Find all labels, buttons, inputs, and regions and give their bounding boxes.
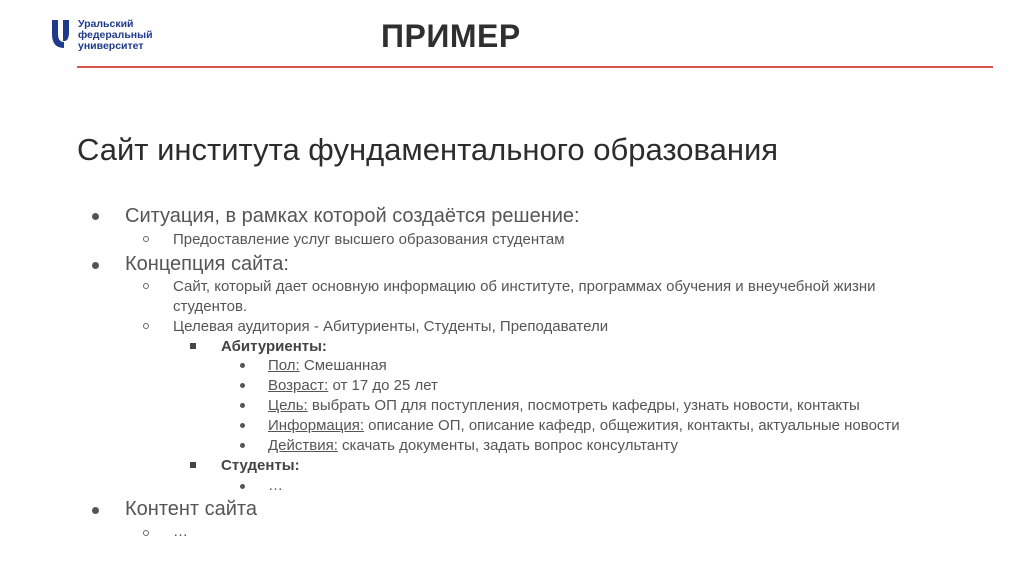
gender-key: Пол: <box>268 357 300 374</box>
bullet-dot <box>240 383 245 388</box>
age-key: Возраст: <box>268 377 329 394</box>
logo-line: университет <box>78 40 144 52</box>
bullet-dot <box>240 403 245 408</box>
main-heading: Сайт института фундаментального образования <box>77 132 779 167</box>
concept-item-line: Сайт, который дает основную информацию об институте, программах обучения и внеучебной жизни <box>173 278 876 295</box>
bullet-ring <box>143 530 149 536</box>
goal-value: выбрать ОП для поступления, посмотреть кафедры, узнать новости, контакты <box>307 397 860 414</box>
bullet-dot <box>92 507 99 514</box>
info-value: описание ОП, описание кафедр, общежития, контакты, актуальные новости <box>364 417 900 434</box>
students-item: … <box>268 477 283 494</box>
applicants-label: Абитуриенты: <box>221 338 327 355</box>
concept-label: Концепция сайта: <box>125 253 289 275</box>
applicants-goal <box>268 397 860 414</box>
bullet-dot <box>92 262 99 269</box>
applicants-age <box>268 377 438 394</box>
logo-line: Уральский <box>78 18 134 30</box>
applicants-gender <box>268 357 387 374</box>
content-label: Контент сайта <box>125 498 257 520</box>
actions-value: скачать документы, задать вопрос консультанту <box>337 437 678 454</box>
bullet-ring <box>143 323 149 329</box>
content-item: … <box>173 523 188 540</box>
situation-item: Предоставление услуг высшего образования студентам <box>173 231 565 248</box>
audience-item: Целевая аудитория - Абитуриенты, Студенты, Преподаватели <box>173 318 609 335</box>
bullet-ring <box>143 236 149 242</box>
slide-title: ПРИМЕР <box>381 18 521 54</box>
logo-line: федеральный <box>78 29 153 41</box>
bullet-square <box>190 343 196 349</box>
bullet-dot <box>240 363 245 368</box>
bullet-dot <box>240 423 245 428</box>
actions-key: Действия: <box>268 437 338 454</box>
bullet-square <box>190 462 196 468</box>
bullet-dot <box>92 213 99 220</box>
situation-label: Ситуация, в рамках которой создаётся решение: <box>125 205 580 227</box>
applicants-actions <box>268 437 678 454</box>
info-key: Информация: <box>268 417 365 434</box>
gender-value: Смешанная <box>299 357 387 374</box>
concept-item-line: студентов. <box>173 298 248 315</box>
bullet-ring <box>143 283 149 289</box>
goal-key: Цель: <box>268 397 308 414</box>
applicants-info <box>268 417 900 434</box>
students-label: Студенты: <box>221 457 300 474</box>
age-value: от 17 до 25 лет <box>328 377 438 394</box>
bullet-dot <box>240 484 245 489</box>
bullet-dot <box>240 443 245 448</box>
